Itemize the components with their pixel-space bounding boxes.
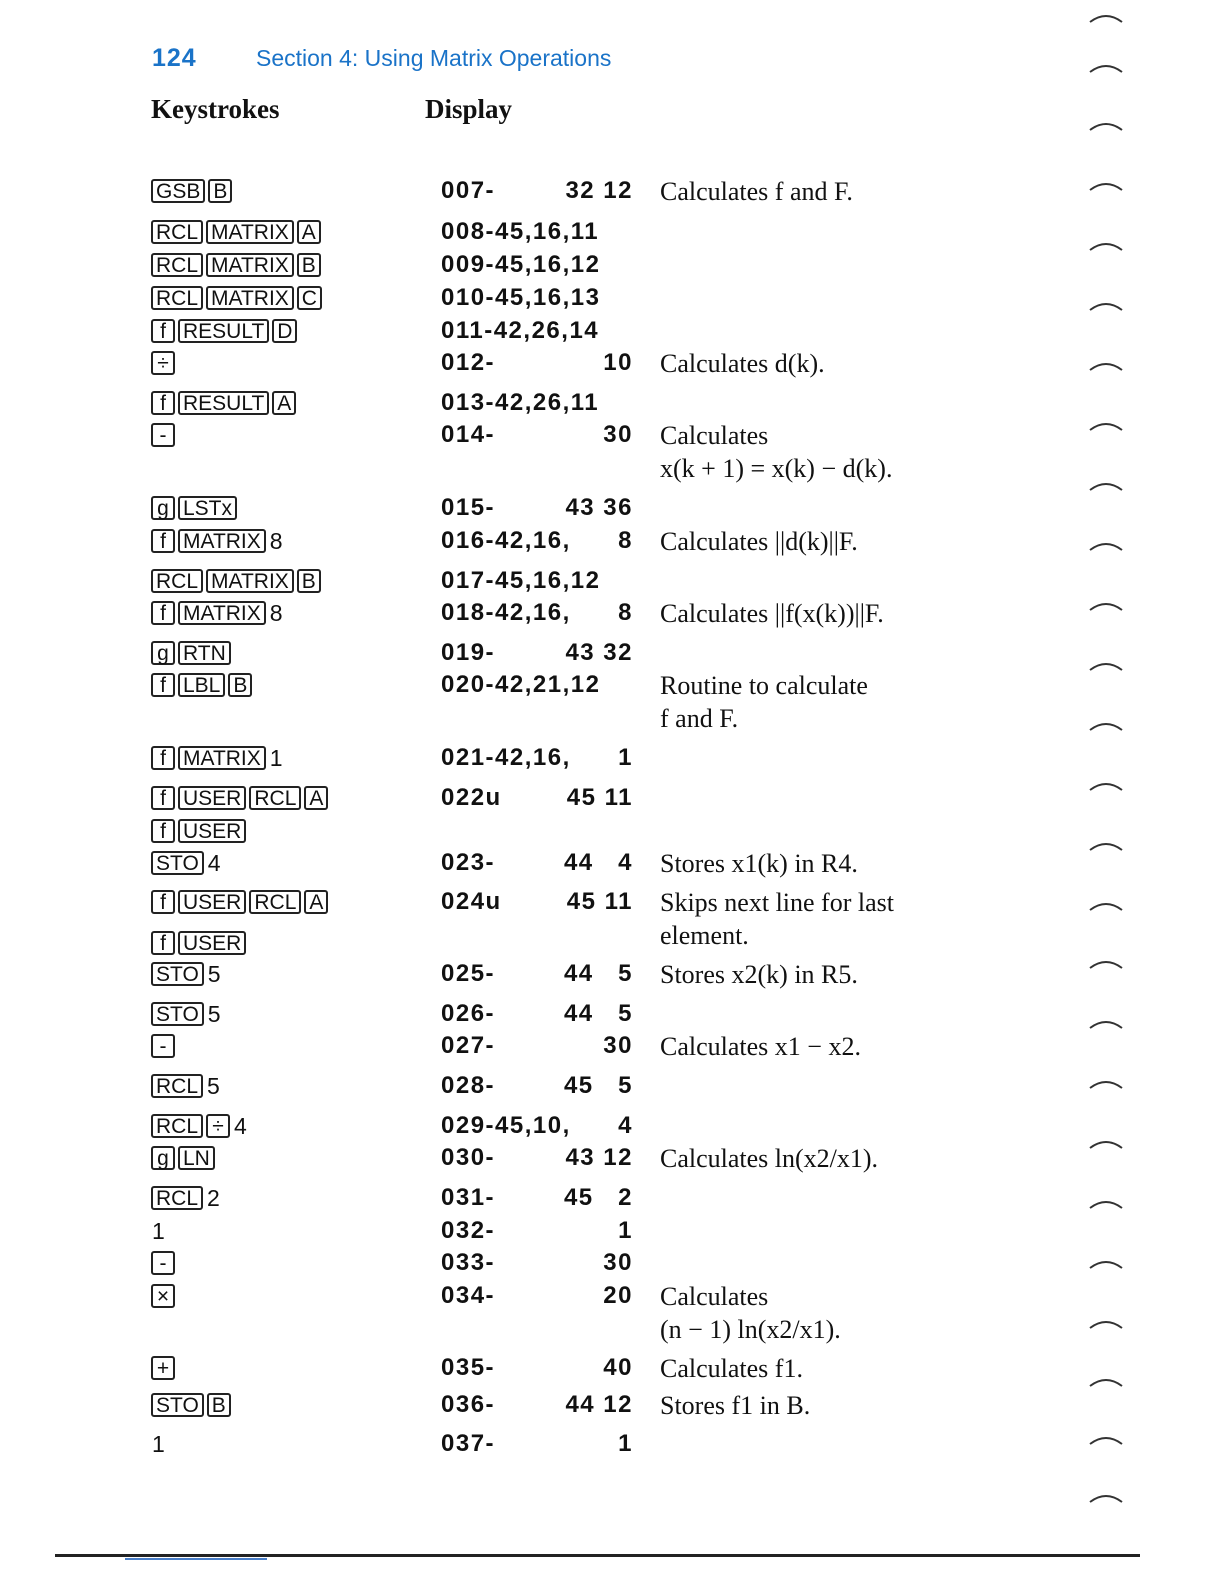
keystroke-sequence: [151, 389, 299, 417]
keycode: 30: [603, 1032, 633, 1059]
calculator-key: -: [151, 423, 175, 447]
keystroke-sequence: [151, 671, 255, 699]
keystroke-digit: 4: [207, 849, 221, 876]
keystroke-sequence: [151, 218, 324, 246]
comment-line: Calculates ln(x2/x1).: [660, 1144, 879, 1173]
keycode: 45 11: [566, 784, 633, 811]
keystroke-sequence: [151, 784, 331, 812]
program-line-number: 029-45,10,: [441, 1112, 571, 1139]
display-readout: [441, 784, 633, 812]
display-readout: [441, 744, 633, 772]
keystroke-digit: 8: [269, 527, 283, 554]
calculator-key: RTN: [178, 641, 231, 665]
program-line-number: 018-42,16,: [441, 599, 571, 626]
program-line-number: 031-: [441, 1184, 496, 1211]
keystroke-sequence: [151, 421, 178, 449]
calculator-key: f: [151, 786, 175, 810]
comment-line: Calculates: [660, 421, 769, 450]
keystroke-sequence: [151, 849, 221, 877]
calculator-key: f: [151, 746, 175, 770]
calculator-key: RCL: [249, 890, 301, 914]
keystroke-sequence: [151, 744, 283, 772]
calculator-key: B: [228, 673, 252, 697]
calculator-key: MATRIX: [178, 601, 266, 625]
calculator-key: -: [151, 1251, 175, 1275]
calculator-key: USER: [178, 890, 246, 914]
calculator-key: LN: [178, 1146, 215, 1170]
program-line-number: 032-: [441, 1217, 496, 1244]
program-line-number: 035-: [441, 1354, 496, 1381]
calculator-key: g: [151, 641, 175, 665]
display-readout: [441, 284, 633, 312]
comment-line: Calculates ||d(k)||F.: [660, 527, 858, 556]
display-column-heading: Display: [425, 94, 513, 124]
keycode: 8: [618, 599, 633, 626]
keystroke-digit: 8: [269, 599, 283, 626]
keycode: 10: [603, 349, 633, 376]
calculator-key: RCL: [151, 253, 203, 277]
keystroke-sequence: [151, 929, 249, 957]
display-readout: [441, 1000, 633, 1028]
keystroke-sequence: [151, 251, 324, 279]
calculator-key: RESULT: [178, 391, 269, 415]
display-readout: [441, 929, 633, 957]
keystroke-digit: 5: [207, 1072, 220, 1099]
comment-line: Calculates: [660, 1282, 769, 1311]
calculator-key: STO: [151, 1393, 204, 1417]
calculator-key: RCL: [151, 1114, 203, 1138]
display-readout: [441, 567, 633, 595]
calculator-key: f: [151, 529, 175, 553]
keycode: 20: [603, 1282, 633, 1309]
keystroke-sequence: [151, 1032, 178, 1060]
keystroke-digit: 2: [207, 1184, 220, 1211]
program-line-number: 010-45,16,13: [441, 284, 601, 311]
keystroke-sequence: [151, 817, 249, 845]
program-line-number: 020-42,21,12: [441, 671, 601, 698]
keystroke-digit: 1: [152, 1217, 165, 1244]
keystroke-sequence: [151, 1282, 178, 1310]
keycode: 30: [603, 421, 633, 448]
display-readout: [441, 849, 633, 877]
program-line-number: 024u: [441, 888, 502, 915]
section-title: Section 4: Using Matrix Operations: [256, 45, 612, 71]
display-readout: [441, 527, 633, 555]
calculator-key: LBL: [178, 673, 225, 697]
display-readout: [441, 349, 633, 377]
program-line-number: 023-: [441, 849, 496, 876]
calculator-key: g: [151, 496, 175, 520]
calculator-key: RESULT: [178, 319, 269, 343]
calculator-key: C: [297, 286, 322, 310]
keycode: 45 5: [563, 1072, 633, 1099]
display-readout: [441, 1032, 633, 1060]
bottom-rule: [55, 1554, 1140, 1557]
calculator-key: A: [297, 220, 321, 244]
keycode: 45 2: [563, 1184, 633, 1211]
program-line-number: 037-: [441, 1430, 496, 1457]
keycode: 4: [618, 1112, 633, 1139]
keystroke-sequence: [151, 1000, 221, 1028]
keystroke-sequence: [151, 1391, 234, 1419]
keystroke-sequence: [151, 1072, 220, 1100]
calculator-key: f: [151, 890, 175, 914]
keycode: 45 11: [566, 888, 633, 915]
keystroke-digit: 5: [207, 1000, 221, 1027]
program-line-number: 013-42,26,11: [441, 389, 600, 416]
calculator-key: USER: [178, 786, 246, 810]
comment-line: Routine to calculate: [660, 671, 868, 700]
keycode: 44 5: [563, 960, 633, 987]
step-comment: [660, 175, 990, 208]
keystroke-sequence: [151, 1217, 165, 1245]
calculator-key: MATRIX: [206, 253, 294, 277]
calculator-key: MATRIX: [206, 286, 294, 310]
keycode: 1: [618, 1430, 633, 1457]
keystroke-sequence: [151, 317, 300, 345]
calculator-key: +: [151, 1356, 175, 1380]
display-readout: [441, 218, 633, 246]
keycode: 32 12: [565, 177, 633, 204]
calculator-key: LSTx: [178, 496, 237, 520]
keystroke-sequence: [151, 1249, 178, 1277]
calculator-key: STO: [151, 1002, 204, 1026]
calculator-key: g: [151, 1146, 175, 1170]
calculator-key: USER: [178, 819, 246, 843]
program-line-number: 008-45,16,11: [441, 218, 600, 245]
calculator-key: B: [207, 1393, 231, 1417]
calculator-key: GSB: [151, 179, 205, 203]
program-line-number: 014-: [441, 421, 496, 448]
step-comment: [660, 669, 990, 735]
keystroke-digit: 1: [269, 744, 283, 771]
calculator-key: MATRIX: [206, 220, 294, 244]
program-line-number: 027-: [441, 1032, 496, 1059]
keycode: 40: [603, 1354, 633, 1381]
keystroke-sequence: [151, 1112, 247, 1140]
calculator-key: A: [272, 391, 296, 415]
program-line-number: 034-: [441, 1282, 496, 1309]
program-line-number: 007-: [441, 177, 496, 204]
calculator-key: f: [151, 819, 175, 843]
display-readout: [441, 1282, 633, 1310]
keystroke-sequence: [151, 1184, 220, 1212]
comment-line-continued: (n − 1) ln(x2/x1).: [660, 1315, 841, 1344]
calculator-key: USER: [178, 931, 246, 955]
display-readout: [441, 251, 633, 279]
calculator-key: ÷: [206, 1114, 230, 1138]
keystroke-sequence: [151, 1354, 178, 1382]
display-readout: [441, 389, 633, 417]
program-line-number: 009-45,16,12: [441, 251, 601, 278]
program-line-number: 026-: [441, 1000, 496, 1027]
keycode: 1: [618, 744, 633, 771]
step-comment: [660, 1389, 990, 1422]
display-readout: [441, 888, 633, 916]
calculator-key: A: [304, 786, 328, 810]
calculator-key: B: [297, 253, 321, 277]
keystroke-sequence: [151, 494, 240, 522]
keystrokes-column-heading: Keystrokes: [151, 94, 280, 124]
keystroke-sequence: [151, 888, 331, 916]
calculator-key: MATRIX: [178, 529, 266, 553]
calculator-key: f: [151, 319, 175, 343]
calculator-key: D: [272, 319, 297, 343]
display-readout: [441, 494, 633, 522]
keystroke-sequence: [151, 349, 178, 377]
calculator-key: RCL: [151, 569, 203, 593]
program-line-number: 030-: [441, 1144, 496, 1171]
keycode: 44 12: [565, 1391, 633, 1418]
comment-line: Calculates f and F.: [660, 177, 853, 206]
keystroke-digit: 1: [152, 1430, 165, 1457]
display-readout: [441, 421, 633, 449]
comment-line-continued: x(k + 1) = x(k) − d(k).: [660, 454, 893, 483]
keycode: 43 36: [565, 494, 633, 521]
step-comment: [660, 847, 990, 880]
program-line-number: 033-: [441, 1249, 496, 1276]
program-line-number: 025-: [441, 960, 496, 987]
comment-line: Calculates ||f(x(k))||F.: [660, 599, 884, 628]
display-readout: [441, 671, 633, 699]
comment-line: Skips next line for last: [660, 888, 894, 917]
keystroke-sequence: [151, 527, 283, 555]
calculator-key: -: [151, 1034, 175, 1058]
keystroke-digit: 4: [234, 1112, 247, 1139]
program-line-number: 015-: [441, 494, 496, 521]
calculator-key: STO: [151, 962, 204, 986]
program-line-number: 021-42,16,: [441, 744, 571, 771]
keystroke-sequence: [151, 639, 234, 667]
keystroke-sequence: [151, 1430, 165, 1458]
step-comment: [660, 525, 990, 558]
program-line-number: 036-: [441, 1391, 496, 1418]
keycode: 43 12: [565, 1144, 633, 1171]
calculator-key: MATRIX: [206, 569, 294, 593]
program-line-number: 017-45,16,12: [441, 567, 601, 594]
calculator-key: B: [297, 569, 321, 593]
keycode: 44 4: [563, 849, 633, 876]
step-comment: [660, 597, 990, 630]
program-line-number: 016-42,16,: [441, 527, 571, 554]
program-line-number: 022u: [441, 784, 502, 811]
keystroke-sequence: [151, 567, 324, 595]
keystroke-sequence: [151, 599, 283, 627]
program-line-number: 012-: [441, 349, 496, 376]
display-readout: [441, 960, 633, 988]
calculator-key: f: [151, 673, 175, 697]
program-line-number: 028-: [441, 1072, 496, 1099]
display-readout: [441, 1217, 633, 1245]
display-readout: [441, 599, 633, 627]
keystroke-sequence: [151, 177, 235, 205]
calculator-key: ÷: [151, 351, 175, 375]
keystroke-sequence: [151, 1144, 218, 1172]
step-comment: [660, 347, 990, 380]
page-number: 124: [152, 44, 197, 72]
calculator-key: RCL: [151, 1074, 203, 1098]
keycode: 8: [618, 527, 633, 554]
calculator-key: B: [208, 179, 232, 203]
calculator-key: STO: [151, 851, 204, 875]
display-readout: [441, 1391, 633, 1419]
keystroke-sequence: [151, 284, 325, 312]
step-comment: [660, 1030, 990, 1063]
display-readout: [441, 1144, 633, 1172]
calculator-key: f: [151, 601, 175, 625]
comment-line: Stores f1 in B.: [660, 1391, 811, 1420]
keycode: 44 5: [563, 1000, 633, 1027]
display-readout: [441, 1430, 633, 1458]
comment-line: Stores x1(k) in R4.: [660, 849, 858, 878]
calculator-key: f: [151, 391, 175, 415]
bottom-accent-rule: [125, 1558, 267, 1560]
calculator-key: RCL: [151, 220, 203, 244]
step-comment: [660, 886, 990, 952]
calculator-key: RCL: [249, 786, 301, 810]
step-comment: [660, 419, 990, 485]
display-readout: [441, 1072, 633, 1100]
calculator-key: MATRIX: [178, 746, 266, 770]
calculator-key: RCL: [151, 286, 203, 310]
program-line-number: 019-: [441, 639, 496, 666]
spiral-binding-decoration: [1086, 0, 1126, 1584]
program-line-number: 011-42,26,14: [441, 317, 600, 344]
keycode: 1: [618, 1217, 633, 1244]
display-readout: [441, 639, 633, 667]
keystroke-digit: 5: [207, 960, 221, 987]
step-comment: [660, 1280, 990, 1346]
comment-line: Calculates f1.: [660, 1354, 803, 1383]
comment-line: Calculates d(k).: [660, 349, 825, 378]
comment-line-continued: element.: [660, 921, 749, 950]
display-readout: [441, 1354, 633, 1382]
keycode: 30: [603, 1249, 633, 1276]
step-comment: [660, 1142, 990, 1175]
display-readout: [441, 177, 633, 205]
calculator-key: f: [151, 931, 175, 955]
keystroke-sequence: [151, 960, 221, 988]
comment-line: Stores x2(k) in R5.: [660, 960, 858, 989]
calculator-key: ×: [151, 1284, 175, 1308]
comment-line: Calculates x1 − x2.: [660, 1032, 861, 1061]
comment-line-continued: f and F.: [660, 704, 739, 733]
display-readout: [441, 1184, 633, 1212]
display-readout: [441, 817, 633, 845]
display-readout: [441, 1249, 633, 1277]
display-readout: [441, 1112, 633, 1140]
calculator-key: RCL: [151, 1186, 203, 1210]
step-comment: [660, 1352, 990, 1385]
step-comment: [660, 958, 990, 991]
calculator-key: A: [304, 890, 328, 914]
keycode: 43 32: [565, 639, 633, 666]
display-readout: [441, 317, 633, 345]
